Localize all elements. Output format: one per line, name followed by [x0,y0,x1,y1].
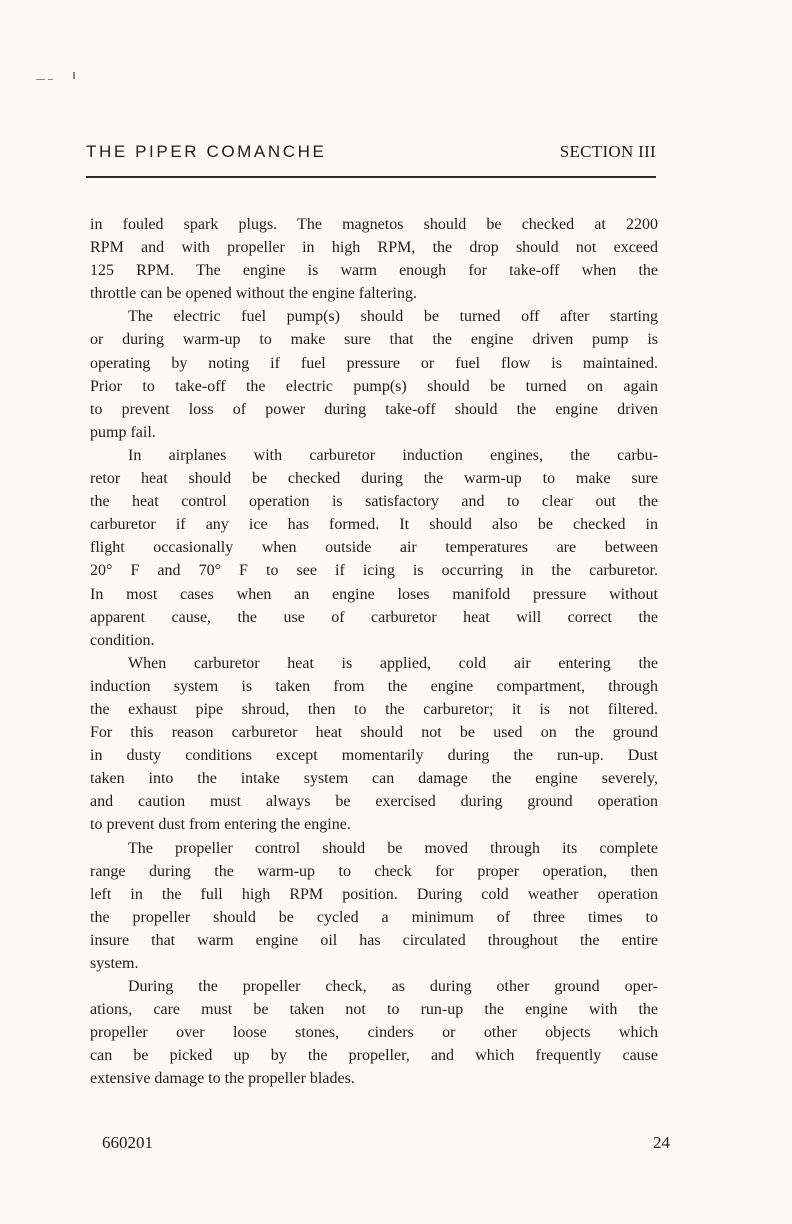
paragraph [90,652,658,837]
text-line: In most cases when an engine loses manifold pressure without [90,585,658,603]
text-line: taken into the intake system can damage the engine severely, [90,770,658,788]
text-line: 20° F and 70° F to see if icing is occurring in the carburetor. [90,562,658,580]
text-line: condition. [90,631,155,649]
text-line: can be picked up by the propeller, and which frequently cause [90,1047,658,1065]
text-line: throttle can be opened without the engine faltering. [90,285,417,303]
header-rule [86,176,656,178]
header-title: THE PIPER COMANCHE [86,142,327,161]
text-line: the heat control operation is satisfactory and to clear out the [90,493,658,511]
paragraph [90,213,658,305]
scan-speck [73,72,75,79]
paragraph [90,837,658,976]
text-line: to prevent loss of power during take-off should the engine driven [90,400,658,418]
body-text [90,213,658,1091]
text-line: When carburetor heat is applied, cold air entering the [128,654,658,672]
paragraph [90,444,658,652]
scan-speck [36,79,45,80]
text-line: operating by noting if fuel pressure or fuel flow is maintained. [90,354,658,372]
text-line: range during the warm-up to check for proper operation, then [90,862,658,880]
text-line: ations, care must be taken not to run-up the engine with the [90,1001,658,1019]
text-line: propeller over loose stones, cinders or other objects which [90,1024,658,1042]
text-line: system. [90,955,139,972]
text-line: retor heat should be checked during the warm-up to make sure [90,470,658,488]
text-line: The propeller control should be moved through its complete [128,839,658,857]
paragraph [90,975,658,1090]
text-line: left in the full high RPM position. During cold weather operation [90,885,658,903]
text-line: or during warm-up to make sure that the engine driven pump is [90,331,658,349]
text-line: the exhaust pipe shroud, then to the carburetor; it is not filtered. [90,700,658,718]
text-line: Prior to take-off the electric pump(s) should be turned on again [90,377,658,395]
scan-speck [48,79,53,80]
text-line: the propeller should be cycled a minimum of three times to [90,908,658,926]
text-line: in dusty conditions except momentarily during the run-up. Dust [90,747,658,765]
text-line: apparent cause, the use of carburetor heat will correct the [90,608,658,626]
text-line: insure that warm engine oil has circulated throughout the entire [90,931,658,949]
text-line: to prevent dust from entering the engine. [90,816,351,834]
page-number: 24 [653,1133,670,1152]
text-line: extensive damage to the propeller blades. [90,1070,355,1088]
text-line: In airplanes with carburetor induction engines, the carbu- [128,446,658,464]
text-line: flight occasionally when outside air temperatures are between [90,539,658,557]
document-number: 660201 [102,1133,153,1152]
text-line: 125 RPM. The engine is warm enough for take-off when the [90,262,658,280]
text-line: The electric fuel pump(s) should be turned off after starting [128,308,658,326]
text-line: induction system is taken from the engine compartment, through [90,677,658,695]
text-line: pump fail. [90,423,156,441]
header-section: SECTION III [559,142,656,161]
text-line: RPM and with propeller in high RPM, the drop should not exceed [90,239,658,257]
text-line: During the propeller check, as during other ground oper- [128,978,658,996]
running-header [86,142,656,162]
text-line: in fouled spark plugs. The magnetos should be checked at 2200 [90,216,658,233]
text-line: carburetor if any ice has formed. It should also be checked in [90,516,658,534]
paragraph [90,305,658,444]
text-line: For this reason carburetor heat should not be used on the ground [90,724,658,742]
text-line: and caution must always be exercised during ground operation [90,793,658,811]
